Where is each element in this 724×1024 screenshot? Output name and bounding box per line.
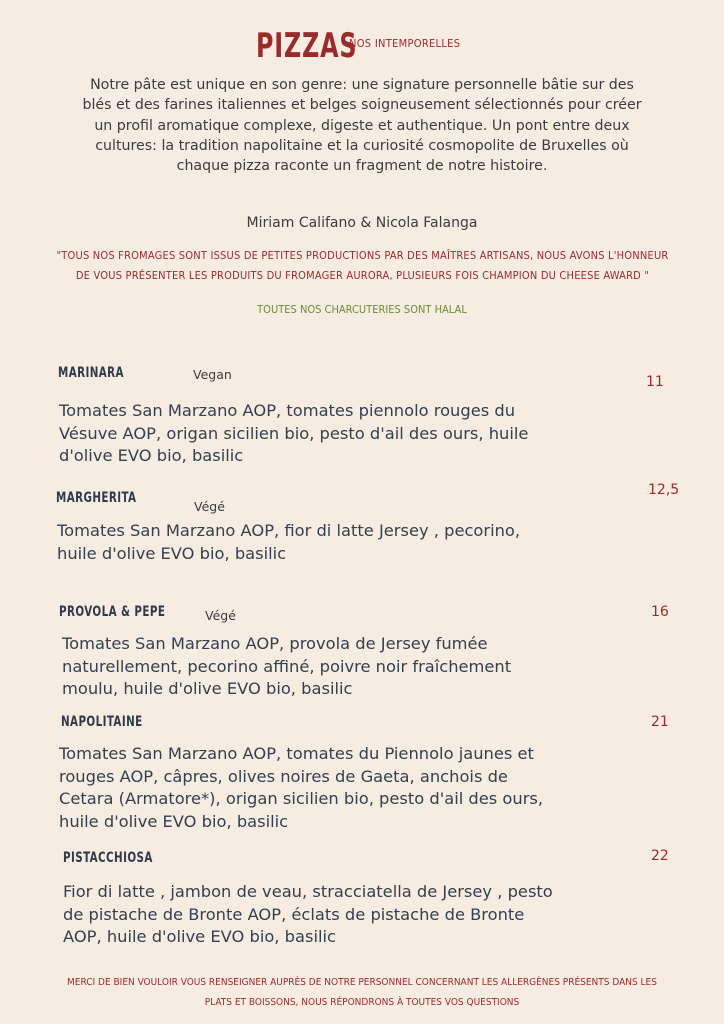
item-description: Tomates San Marzano AOP, provola de Jersey fumée naturellement, pecorino affiné, poivre noir fraîchement moulu, huile d'olive EVO bio, basilic: [62, 634, 512, 698]
item-tag: Vegan: [193, 367, 232, 382]
item-description: Tomates San Marzano AOP, tomates piennolo rouges du Vésuve AOP, origan sicilien bio, pesto d'ail des ours, huile d'olive EVO bio, basilic: [59, 401, 529, 465]
intro-paragraph: Notre pâte est unique en son genre: une signature personnelle bâtie sur des blés et des farines italiennes et belges soigneusement sélectionnés pour créer un profil aromatique complexe, digeste et authentique. Un pont entre deux cultures: la tradition napolitaine et la curiosité cosmopolite de Bruxelles où chaque pizza raconte un fragment de notre histoire.: [82, 77, 642, 175]
authors-signature: Miriam Califano & Nicola Falanga: [246, 215, 478, 231]
menu-item-napolitaine: [61, 712, 681, 837]
item-tag: Végé: [205, 608, 236, 623]
item-name: MARGHERITA: [56, 490, 137, 506]
halal-note: TOUTES NOS CHARCUTERIES SONT HALAL: [257, 303, 467, 316]
menu-item-marinara: [58, 364, 678, 469]
item-price: 11: [646, 374, 664, 390]
item-price: 12,5: [648, 482, 680, 498]
item-name: PROVOLA & PEPE: [59, 604, 166, 620]
item-price: 22: [651, 848, 669, 864]
item-tag: Végé: [194, 499, 225, 514]
item-name: MARINARA: [58, 365, 124, 381]
item-price: 16: [651, 604, 669, 620]
item-name: PISTACCHIOSA: [63, 850, 153, 866]
menu-item-margherita: [56, 482, 680, 567]
item-name: NAPOLITAINE: [61, 714, 143, 730]
allergen-footer: MERCI DE BIEN VOULOIR VOUS RENSEIGNER AUPRÈS DE NOTRE PERSONNEL CONCERNANT LES ALLERGÈNES PRÉSENTS DANS LES PLATS ET BOISSONS, NOUS RÉPONDRONS À TOUTES VOS QUESTIONS: [67, 977, 657, 1008]
page-title: PIZZAS: [256, 26, 358, 66]
item-description: Tomates San Marzano AOP, tomates du Piennolo jaunes et rouges AOP, câpres, olives noires de Gaeta, anchois de Cetara (Armatore*), origan sicilien bio, pesto d'ail des ours, huile d'olive EVO bio, basilic: [59, 744, 544, 831]
item-price: 21: [651, 714, 669, 730]
item-description: Fior di latte , jambon de veau, stracciatella de Jersey , pesto de pistache de Bronte AOP, éclats de pistache de Bronte AOP, huile d'olive EVO bio, basilic: [63, 882, 553, 946]
menu-item-pistacchiosa: [63, 846, 683, 951]
menu-item-provola-pepe: [59, 602, 679, 702]
cheese-note: "TOUS NOS FROMAGES SONT ISSUS DE PETITES PRODUCTIONS PAR DES MAÎTRES ARTISANS, NOUS AVONS L'HONNEUR DE VOUS PRÉSENTER LES PRODUITS DU FROMAGER AURORA, PLUSIEURS FOIS CHAMPION DU CHEESE AWARD ": [56, 249, 669, 282]
page-subtitle: NOS INTEMPORELLES: [349, 37, 461, 50]
item-description: Tomates San Marzano AOP, fior di latte Jersey , pecorino, huile d'olive EVO bio, basilic: [57, 521, 521, 563]
